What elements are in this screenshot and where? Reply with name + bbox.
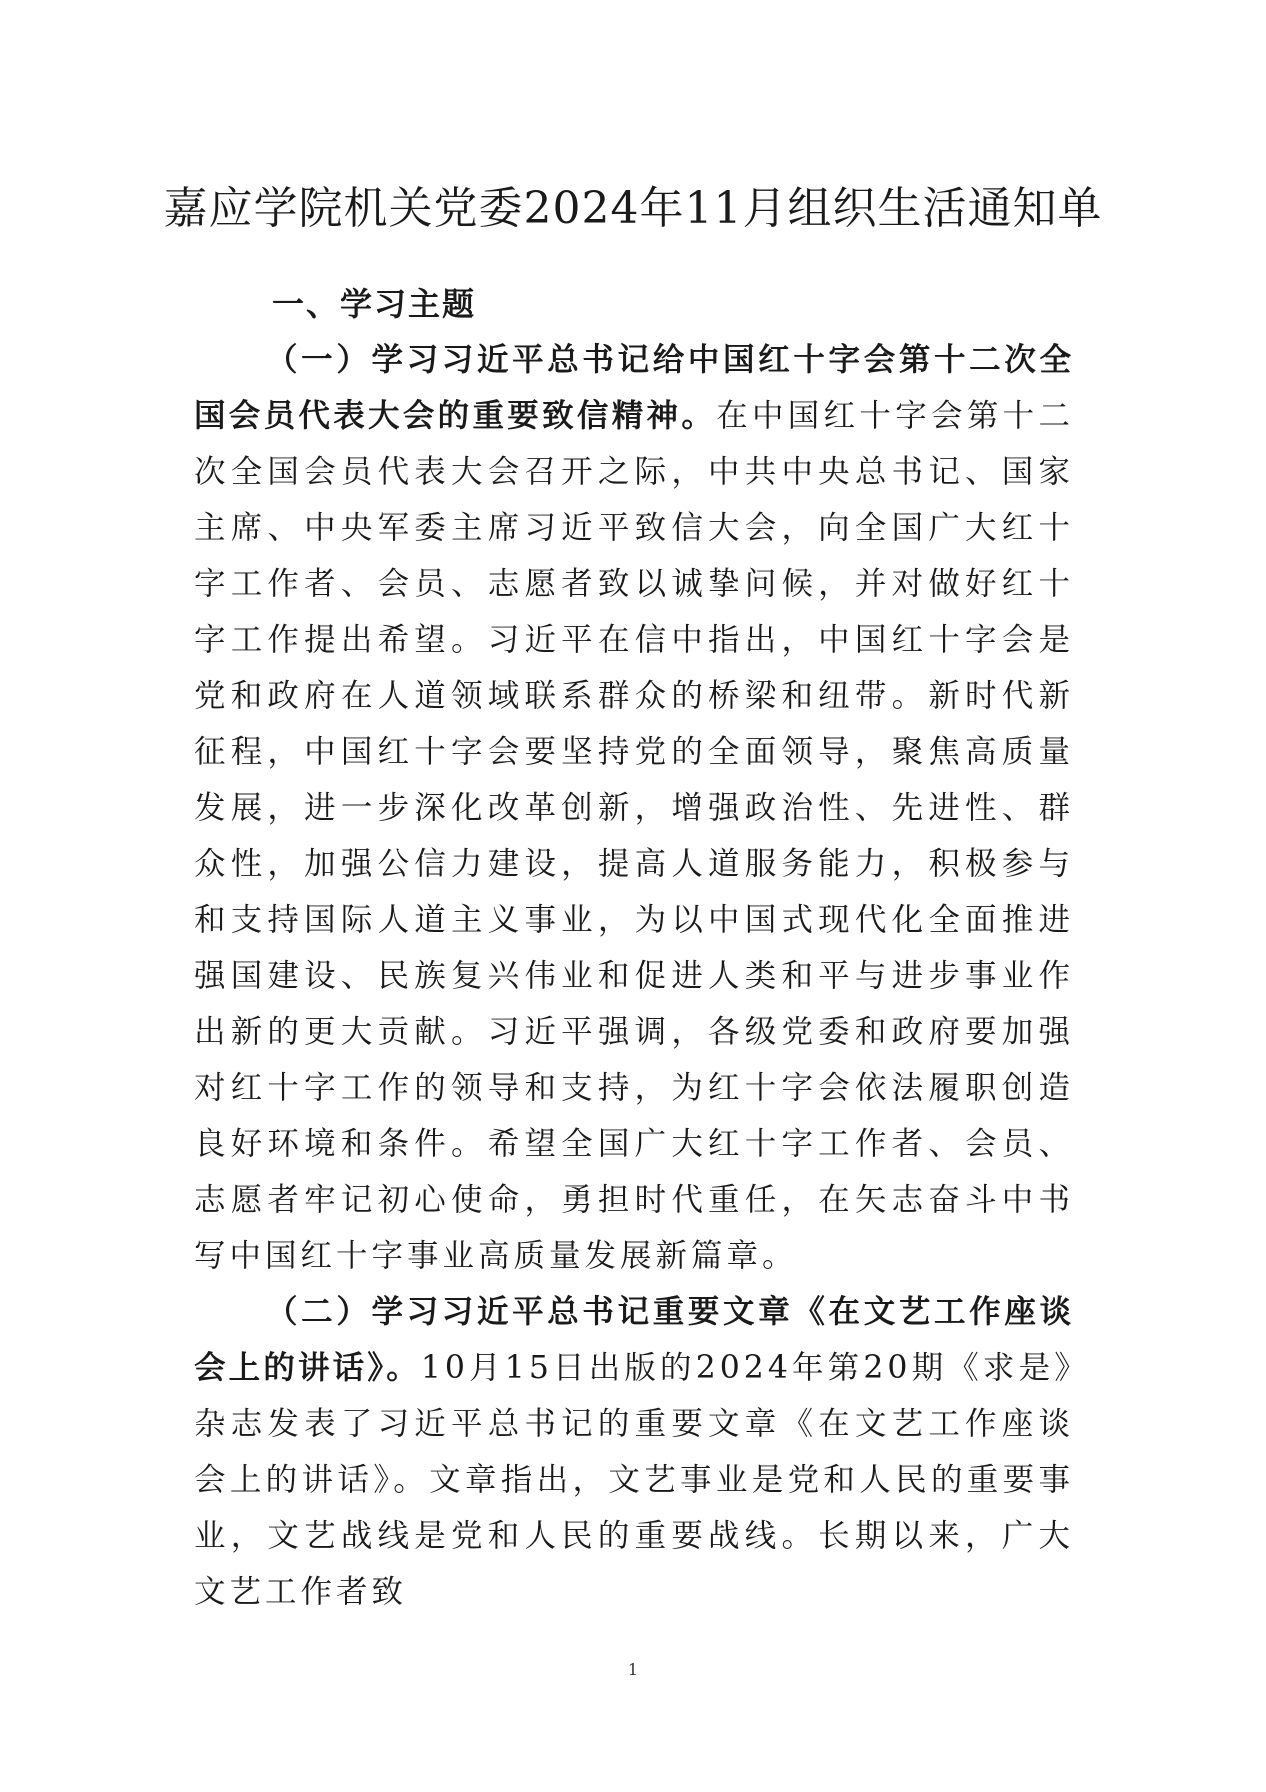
paragraph-item-2 — [194, 1284, 1074, 1620]
section-heading: 一、学习主题 — [272, 285, 477, 323]
page-number: 1 — [627, 1660, 639, 1679]
item-2-lead: （二）学习习近平总书记重要文章《在文艺工作座谈会上的讲话》。 — [194, 1294, 1074, 1386]
item-2-body: 10月15日出版的2024年第20期《求是》杂志发表了习近平总书记的重要文章《在文艺工作座谈会上的讲话》。文章指出，文艺事业是党和人民的重要事业，文艺战线是党和人民的重要战线。长期以来，广大文艺工作者致 — [194, 1350, 1074, 1610]
document-body — [194, 276, 1074, 1620]
item-1-lead: （一）学习习近平总书记给中国红十字会第十二次全国会员代表大会的重要致信精神。 — [194, 342, 1074, 434]
document-title: 嘉应学院机关党委2024年11月组织生活通知单 — [163, 183, 1103, 235]
item-1-body: 在中国红十字会第十二次全国会员代表大会召开之际，中共中央总书记、国家主席、中央军委主席习近平致信大会，向全国广大红十字工作者、会员、志愿者致以诚挚问候，并对做好红十字工作提出希望。习近平在信中指出，中国红十字会是党和政府在人道领域联系群众的桥梁和纽带。新时代新征程，中国红十字会要坚持党的全面领导，聚焦高质量发展，进一步深化改革创新，增强政治性、先进性、群众性，加强公信力建设，提高人道服务能力，积极参与和支持国际人道主义事业，为以中国式现代化全面推进强国建设、民族复兴伟业和促进人类和平与进步事业作出新的更大贡献。习近平强调，各级党委和政府要加强对红十字工作的领导和支持，为红十字会依法履职创造良好环境和条件。希望全国广大红十字工作者、会员、志愿者牢记初心使命，勇担时代重任，在矢志奋斗中书写中国红十字事业高质量发展新篇章。 — [194, 398, 1074, 1274]
paragraph-item-1 — [194, 332, 1074, 1284]
